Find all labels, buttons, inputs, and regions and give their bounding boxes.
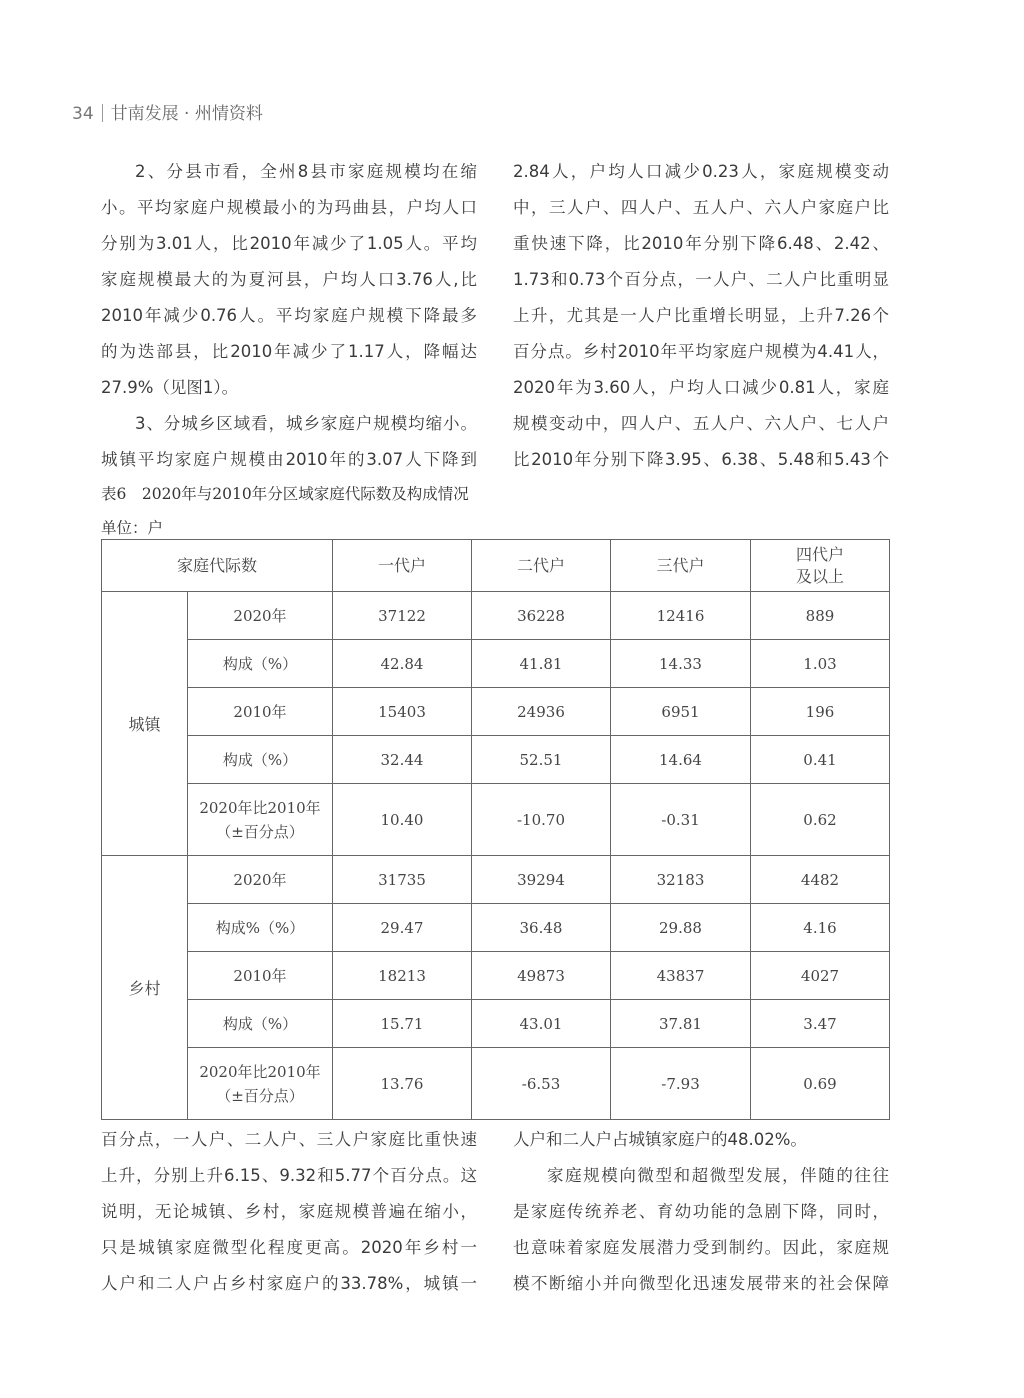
- column-header: 一代户: [333, 540, 472, 592]
- running-header: [72, 99, 263, 124]
- text-line: 城镇平均家庭户规模由2010年的3.07人下降到: [101, 450, 477, 469]
- text-column-bottom-right: [513, 1122, 889, 1302]
- table-cell: 43.01: [472, 1000, 611, 1048]
- table-cell: 32183: [611, 856, 751, 904]
- table-cell: 0.41: [751, 736, 890, 784]
- text-line: 3、分城乡区域看，城乡家庭户规模均缩小。: [135, 414, 477, 433]
- row-label: 2020年比2010年 （±百分点）: [188, 784, 333, 856]
- text-line: 说明，无论城镇、乡村，家庭规模普遍在缩小，: [101, 1202, 477, 1221]
- text-line: 的为迭部县，比2010年减少了1.17人，降幅达: [101, 342, 477, 361]
- table-row: [102, 1000, 890, 1048]
- text-line: 2、分县市看，全州8县市家庭规模均在缩: [135, 162, 477, 181]
- text-line: 2020年为3.60人，户均人口减少0.81人，家庭: [513, 378, 889, 397]
- table-cell: 15403: [333, 688, 472, 736]
- table-cell: 43837: [611, 952, 751, 1000]
- text-line: 是家庭传统养老、育幼功能的急剧下降，同时，: [513, 1202, 889, 1221]
- table-row: [102, 784, 890, 856]
- table-cell: 0.69: [751, 1048, 890, 1120]
- text-line: 2.84人，户均人口减少0.23人，家庭规模变动: [513, 162, 889, 181]
- text-column-top-right: [513, 154, 889, 478]
- table-cell: 31735: [333, 856, 472, 904]
- text-line: 只是城镇家庭微型化程度更高。2020年乡村一: [101, 1238, 477, 1257]
- column-header: 家庭代际数: [102, 540, 333, 592]
- text-line: 小。平均家庭户规模最小的为玛曲县，户均人口: [101, 198, 477, 217]
- table-cell: 29.47: [333, 904, 472, 952]
- table-cell: 3.47: [751, 1000, 890, 1048]
- table-cell: 14.64: [611, 736, 751, 784]
- text-line: 分别为3.01人，比2010年减少了1.05人。平均: [101, 234, 477, 253]
- column-header: 四代户 及以上: [751, 540, 890, 592]
- table-cell: 1.03: [751, 640, 890, 688]
- row-label: 2010年: [188, 688, 333, 736]
- text-column-bottom-left: [101, 1122, 477, 1302]
- table-row: [102, 688, 890, 736]
- table-cell: 889: [751, 592, 890, 640]
- publication-title: 甘南发展 · 州情资料: [110, 104, 263, 124]
- table-cell: 12416: [611, 592, 751, 640]
- region-label: 乡村: [102, 856, 188, 1120]
- row-label: 2020年: [188, 592, 333, 640]
- column-header: 三代户: [611, 540, 751, 592]
- table-cell: 10.40: [333, 784, 472, 856]
- data-table: [101, 539, 890, 1120]
- text-line: 人户和二人户占乡村家庭户的33.78%，城镇一: [101, 1274, 477, 1293]
- table-row: [102, 592, 890, 640]
- table-row: [102, 856, 890, 904]
- page-number: 34: [72, 104, 94, 124]
- row-label: 构成%（%）: [188, 904, 333, 952]
- text-line: 也意味着家庭发展潜力受到制约。因此，家庭规: [513, 1238, 889, 1257]
- table-cell: 49873: [472, 952, 611, 1000]
- table-cell: 18213: [333, 952, 472, 1000]
- table-cell: -0.31: [611, 784, 751, 856]
- text-line: 百分点。乡村2010年平均家庭户规模为4.41人，: [513, 342, 889, 361]
- text-line: 1.73和0.73个百分点，一人户、二人户比重明显: [513, 270, 889, 289]
- header-divider: [102, 104, 103, 122]
- table-cell: 13.76: [333, 1048, 472, 1120]
- table-row: [102, 736, 890, 784]
- text-line: 27.9%（见图1）。: [101, 378, 239, 397]
- table-cell: 39294: [472, 856, 611, 904]
- table-cell: 4027: [751, 952, 890, 1000]
- text-line: 百分点，一人户、二人户、三人户家庭比重快速: [101, 1130, 477, 1149]
- row-label: 2020年比2010年 （±百分点）: [188, 1048, 333, 1120]
- row-label: 构成（%）: [188, 1000, 333, 1048]
- table-cell: 37.81: [611, 1000, 751, 1048]
- table-caption: 表6 2020年与2010年分区域家庭代际数及构成情况: [101, 485, 469, 503]
- text-line: 规模变动中，四人户、五人户、六人户、七人户: [513, 414, 889, 433]
- table-cell: 15.71: [333, 1000, 472, 1048]
- table-cell: 36228: [472, 592, 611, 640]
- text-line: 中，三人户、四人户、五人户、六人户家庭户比: [513, 198, 889, 217]
- table-cell: 14.33: [611, 640, 751, 688]
- table-cell: 37122: [333, 592, 472, 640]
- table-cell: 41.81: [472, 640, 611, 688]
- text-line: 上升，尤其是一人户比重增长明显，上升7.26个: [513, 306, 889, 325]
- table-cell: -6.53: [472, 1048, 611, 1120]
- text-line: 上升，分别上升6.15、9.32和5.77个百分点。这: [101, 1166, 477, 1185]
- text-line: 2010年减少0.76人。平均家庭户规模下降最多: [101, 306, 477, 325]
- table-cell: -10.70: [472, 784, 611, 856]
- table-cell: 24936: [472, 688, 611, 736]
- text-line: 比2010年分别下降3.95、6.38、5.48和5.43个: [513, 450, 889, 469]
- table-cell: 196: [751, 688, 890, 736]
- row-label: 构成（%）: [188, 640, 333, 688]
- table-cell: 4.16: [751, 904, 890, 952]
- table-unit: 单位：户: [101, 519, 164, 537]
- table-row: [102, 952, 890, 1000]
- text-line: 家庭规模最大的为夏河县，户均人口3.76人,比: [101, 270, 477, 289]
- table-row: [102, 904, 890, 952]
- text-line: 模不断缩小并向微型化迅速发展带来的社会保障: [513, 1274, 889, 1293]
- table-cell: 32.44: [333, 736, 472, 784]
- table-header-row: [102, 540, 890, 592]
- table-row: [102, 1048, 890, 1120]
- row-label: 2010年: [188, 952, 333, 1000]
- region-label: 城镇: [102, 592, 188, 856]
- row-label: 2020年: [188, 856, 333, 904]
- table-cell: 4482: [751, 856, 890, 904]
- table-cell: 42.84: [333, 640, 472, 688]
- table-cell: 6951: [611, 688, 751, 736]
- row-label: 构成（%）: [188, 736, 333, 784]
- table-cell: 29.88: [611, 904, 751, 952]
- table-row: [102, 640, 890, 688]
- table-cell: 0.62: [751, 784, 890, 856]
- text-line: 人户和二人户占城镇家庭户的48.02%。: [513, 1130, 807, 1149]
- text-line: 家庭规模向微型和超微型发展，伴随的往往: [547, 1166, 889, 1185]
- text-column-top-left: [101, 154, 477, 478]
- text-line: 重快速下降，比2010年分别下降6.48、2.42、: [513, 234, 889, 253]
- table-cell: -7.93: [611, 1048, 751, 1120]
- table-cell: 36.48: [472, 904, 611, 952]
- table-cell: 52.51: [472, 736, 611, 784]
- column-header: 二代户: [472, 540, 611, 592]
